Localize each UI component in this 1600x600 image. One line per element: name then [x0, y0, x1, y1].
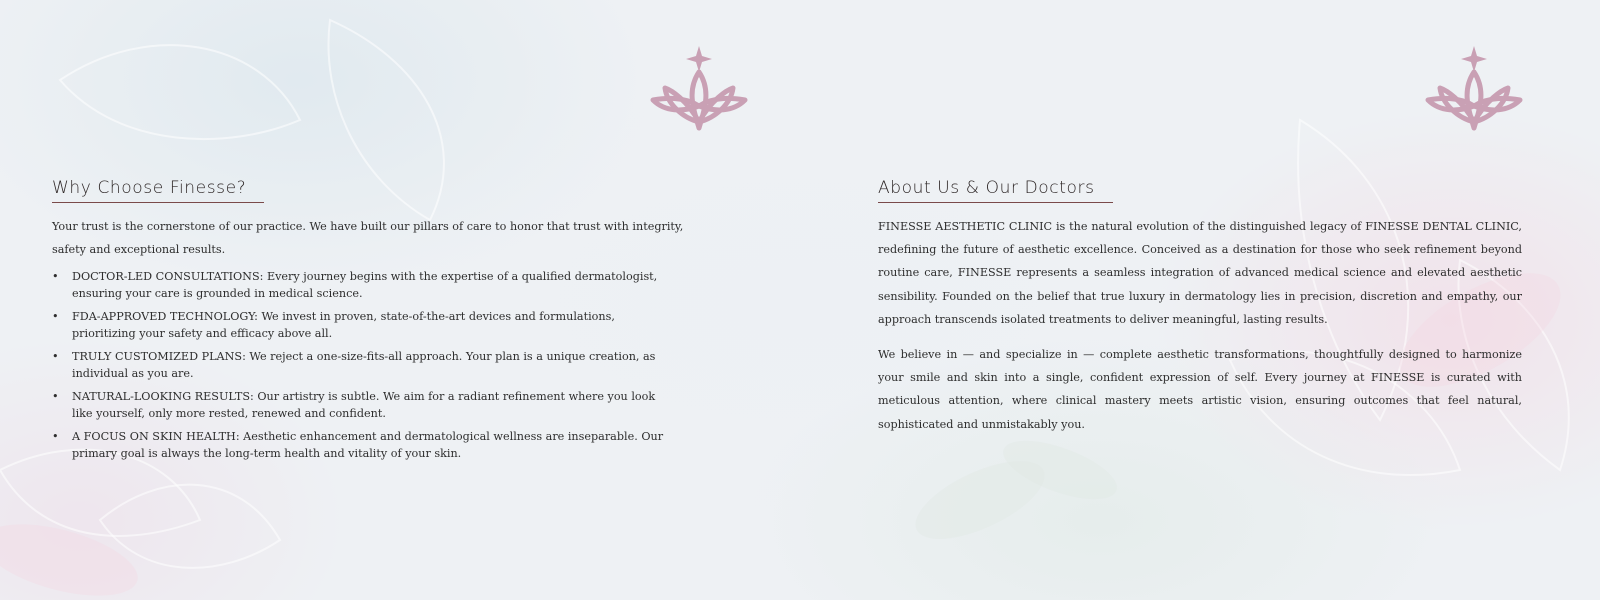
list-item-text: A FOCUS ON SKIN HEALTH: Aesthetic enhancement and dermatological wellness are inseparable. Our primary goal is always the long-term health and vitality of your skin. — [72, 430, 664, 460]
lotus-icon — [649, 42, 749, 134]
features-list — [52, 268, 672, 462]
why-choose-section — [52, 178, 720, 468]
bullet-dot: • — [52, 310, 59, 323]
list-item-text: NATURAL-LOOKING RESULTS: Our artistry is subtle. We aim for a radiant refinement where you look like yourself, only more rested, renewed and confident. — [72, 390, 656, 420]
list-item — [52, 388, 672, 422]
about-section — [878, 178, 1522, 448]
list-item-text: DOCTOR-LED CONSULTATIONS: Every journey begins with the expertise of a qualified dermatologist, ensuring your care is grounded in medical science. — [72, 270, 658, 300]
why-choose-intro: Your trust is the cornerstone of our practice. We have built our pillars of care to honor that trust with integrity, safety and exceptional results. — [52, 220, 684, 256]
bullet-dot: • — [52, 390, 59, 403]
list-item — [52, 348, 672, 382]
bullet-dot: • — [52, 350, 59, 363]
bullet-dot: • — [52, 430, 59, 443]
list-item — [52, 308, 672, 342]
about-paragraph: FINESSE AESTHETIC CLINIC is the natural evolution of the distinguished legacy of FINESSE DENTAL CLINIC, redefining the future of aesthetic excellence. Conceived as a destination for those who seek refinement beyond routine care, FINESSE represents a seamless integration of advanced medical science and elevated aesthetic sensibility. Founded on the belief that true luxury in dermatology lies in precision, discretion and empathy, our approach transcends isolated treatments to deliver meaningful, lasting results. — [878, 220, 1522, 326]
section-heading-about: About Us & Our Doctors — [878, 178, 1113, 203]
lotus-icon — [1424, 42, 1524, 134]
list-item-text: FDA-APPROVED TECHNOLOGY: We invest in proven, state-of-the-art devices and formulations, prioritizing your safety and efficacy above all. — [72, 310, 615, 340]
section-heading-why-choose: Why Choose Finesse? — [52, 178, 264, 203]
list-item — [52, 268, 672, 302]
about-paragraph: We believe in — and specialize in — complete aesthetic transformations, thoughtfully designed to harmonize your smile and skin into a single, confident expression of self. Every journey at FINESSE is curated with meticulous attention, where clinical mastery meets artistic vision, ensuring outcomes that feel natural, sophisticated and unmistakably you. — [878, 348, 1522, 431]
list-item-text: TRULY CUSTOMIZED PLANS: We reject a one-size-fits-all approach. Your plan is a unique creation, as individual as you are. — [72, 350, 656, 380]
list-item — [52, 428, 672, 462]
bullet-dot: • — [52, 270, 59, 283]
